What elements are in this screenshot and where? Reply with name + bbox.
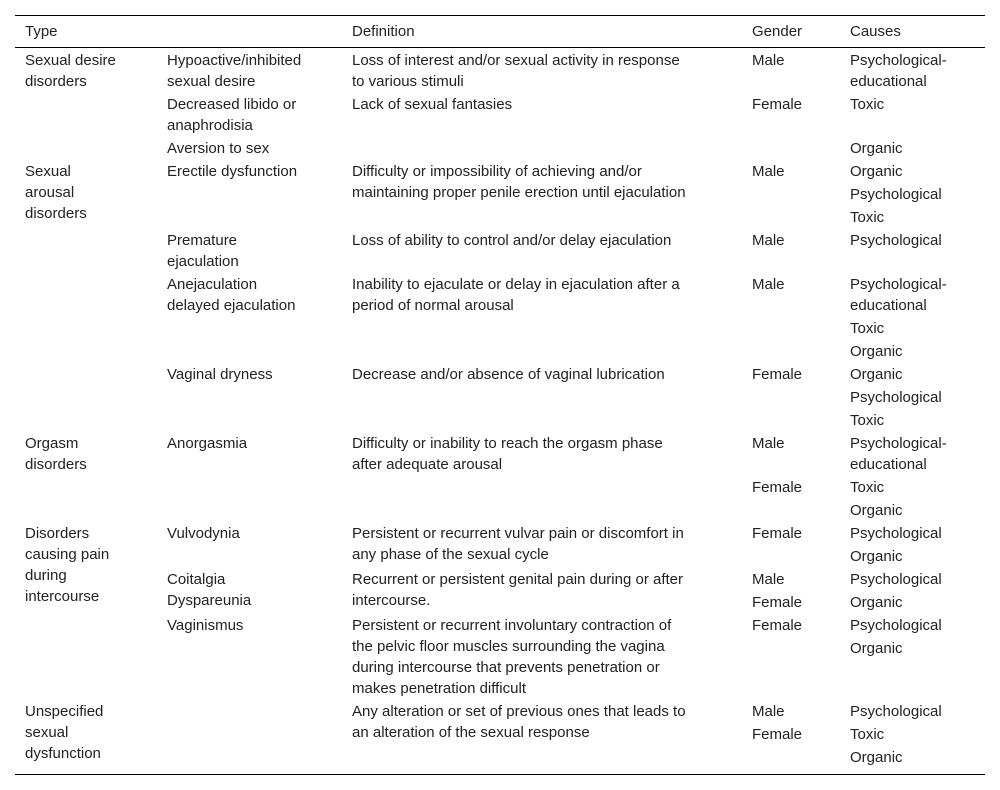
dysfunction-name: Hypoactive/inhibited: [167, 52, 302, 69]
cause-cell: Toxic: [850, 96, 885, 113]
type-cell: Unspecified: [25, 703, 104, 720]
definition-cell: Recurrent or persistent genital pain during or after: [352, 571, 684, 588]
header-gender: Gender: [752, 23, 803, 40]
definition-cell: Difficulty or inability to reach the orgasm phase: [352, 435, 663, 452]
type-cell: arousal: [25, 184, 75, 201]
header-rule: [15, 47, 985, 48]
cause-cell: Organic: [850, 548, 903, 565]
gender-cell: Male: [752, 571, 785, 588]
gender-cell: Female: [752, 366, 803, 383]
cause-cell: Organic: [850, 594, 903, 611]
cause-cell: Psychological: [850, 703, 942, 720]
gender-cell: Male: [752, 163, 785, 180]
type-cell: Disorders: [25, 525, 90, 542]
definition-cell: maintaining proper penile erection until ejaculation: [352, 184, 686, 201]
cause-cell: Psychological: [850, 571, 942, 588]
type-cell: sexual: [25, 724, 69, 741]
cause-cell: Organic: [850, 366, 903, 383]
type-cell: causing pain: [25, 546, 110, 563]
type-cell: during: [25, 567, 67, 584]
gender-cell: Female: [752, 96, 803, 113]
header-definition: Definition: [352, 23, 415, 40]
cause-cell: Organic: [850, 140, 903, 157]
definition-cell: any phase of the sexual cycle: [352, 546, 549, 563]
definition-cell: Difficulty or impossibility of achieving and/or: [352, 163, 642, 180]
header-type: Type: [25, 23, 58, 40]
definition-cell: Any alteration or set of previous ones that leads to: [352, 703, 686, 720]
definition-cell: makes penetration difficult: [352, 680, 526, 697]
cause-cell: educational: [850, 456, 927, 473]
cause-cell: Organic: [850, 749, 903, 766]
definition-cell: the pelvic floor muscles surrounding the vagina: [352, 638, 665, 655]
cause-cell: Toxic: [850, 412, 885, 429]
gender-cell: Male: [752, 703, 785, 720]
gender-cell: Male: [752, 276, 785, 293]
definition-cell: intercourse.: [352, 592, 431, 609]
type-cell: Sexual desire: [25, 52, 116, 69]
dysfunction-name: sexual desire: [167, 73, 256, 90]
cause-cell: Psychological: [850, 525, 942, 542]
dysfunction-name: Premature: [167, 232, 238, 249]
cause-cell: Organic: [850, 640, 903, 657]
cause-cell: Psychological-: [850, 52, 947, 69]
gender-cell: Female: [752, 726, 803, 743]
definition-cell: during intercourse that prevents penetration or: [352, 659, 660, 676]
definition-cell: after adequate arousal: [352, 456, 503, 473]
gender-cell: Female: [752, 594, 803, 611]
cause-cell: Psychological: [850, 186, 942, 203]
dysfunction-name: anaphrodisia: [167, 117, 253, 134]
cause-cell: Psychological: [850, 232, 942, 249]
dysfunction-name: ejaculation: [167, 253, 239, 270]
cause-cell: educational: [850, 297, 927, 314]
type-cell: Orgasm: [25, 435, 79, 452]
definition-cell: Persistent or recurrent vulvar pain or discomfort in: [352, 525, 684, 542]
cause-cell: Psychological: [850, 389, 942, 406]
dysfunction-name: Anejaculation: [167, 276, 258, 293]
cause-cell: Toxic: [850, 479, 885, 496]
definition-cell: to various stimuli: [352, 73, 464, 90]
cause-cell: Psychological: [850, 617, 942, 634]
dysfunction-name: delayed ejaculation: [167, 297, 296, 314]
cause-cell: Organic: [850, 502, 903, 519]
definition-cell: Decrease and/or absence of vaginal lubrication: [352, 366, 665, 383]
type-cell: intercourse: [25, 588, 100, 605]
definition-cell: Loss of interest and/or sexual activity in response: [352, 52, 680, 69]
gender-cell: Female: [752, 525, 803, 542]
cause-cell: Organic: [850, 343, 903, 360]
dysfunction-name: Decreased libido or: [167, 96, 297, 113]
definition-cell: Lack of sexual fantasies: [352, 96, 513, 113]
dysfunction-name: Dyspareunia: [167, 592, 252, 609]
top-rule: [15, 15, 985, 16]
definition-cell: Inability to ejaculate or delay in ejaculation after a: [352, 276, 680, 293]
cause-cell: Organic: [850, 163, 903, 180]
definition-cell: Persistent or recurrent involuntary contraction of: [352, 617, 672, 634]
gender-cell: Male: [752, 232, 785, 249]
gender-cell: Female: [752, 617, 803, 634]
type-cell: disorders: [25, 73, 87, 90]
dysfunction-name: Aversion to sex: [167, 140, 270, 157]
header-causes: Causes: [850, 23, 901, 40]
dysfunction-name: Vaginismus: [167, 617, 244, 634]
bottom-rule: [15, 774, 985, 775]
gender-cell: Male: [752, 52, 785, 69]
dysfunction-name: Vulvodynia: [167, 525, 240, 542]
gender-cell: Female: [752, 479, 803, 496]
type-cell: dysfunction: [25, 745, 101, 762]
cause-cell: Toxic: [850, 209, 885, 226]
cause-cell: Psychological-: [850, 435, 947, 452]
type-cell: disorders: [25, 456, 87, 473]
gender-cell: Male: [752, 435, 785, 452]
definition-cell: period of normal arousal: [352, 297, 514, 314]
dysfunction-name: Erectile dysfunction: [167, 163, 298, 180]
dysfunction-name: Anorgasmia: [167, 435, 248, 452]
dysfunction-name: Vaginal dryness: [167, 366, 273, 383]
cause-cell: Toxic: [850, 320, 885, 337]
type-cell: Sexual: [25, 163, 71, 180]
cause-cell: educational: [850, 73, 927, 90]
cause-cell: Toxic: [850, 726, 885, 743]
definition-cell: Loss of ability to control and/or delay ejaculation: [352, 232, 672, 249]
definition-cell: an alteration of the sexual response: [352, 724, 590, 741]
cause-cell: Psychological-: [850, 276, 947, 293]
dysfunction-name: Coitalgia: [167, 571, 226, 588]
type-cell: disorders: [25, 205, 87, 222]
